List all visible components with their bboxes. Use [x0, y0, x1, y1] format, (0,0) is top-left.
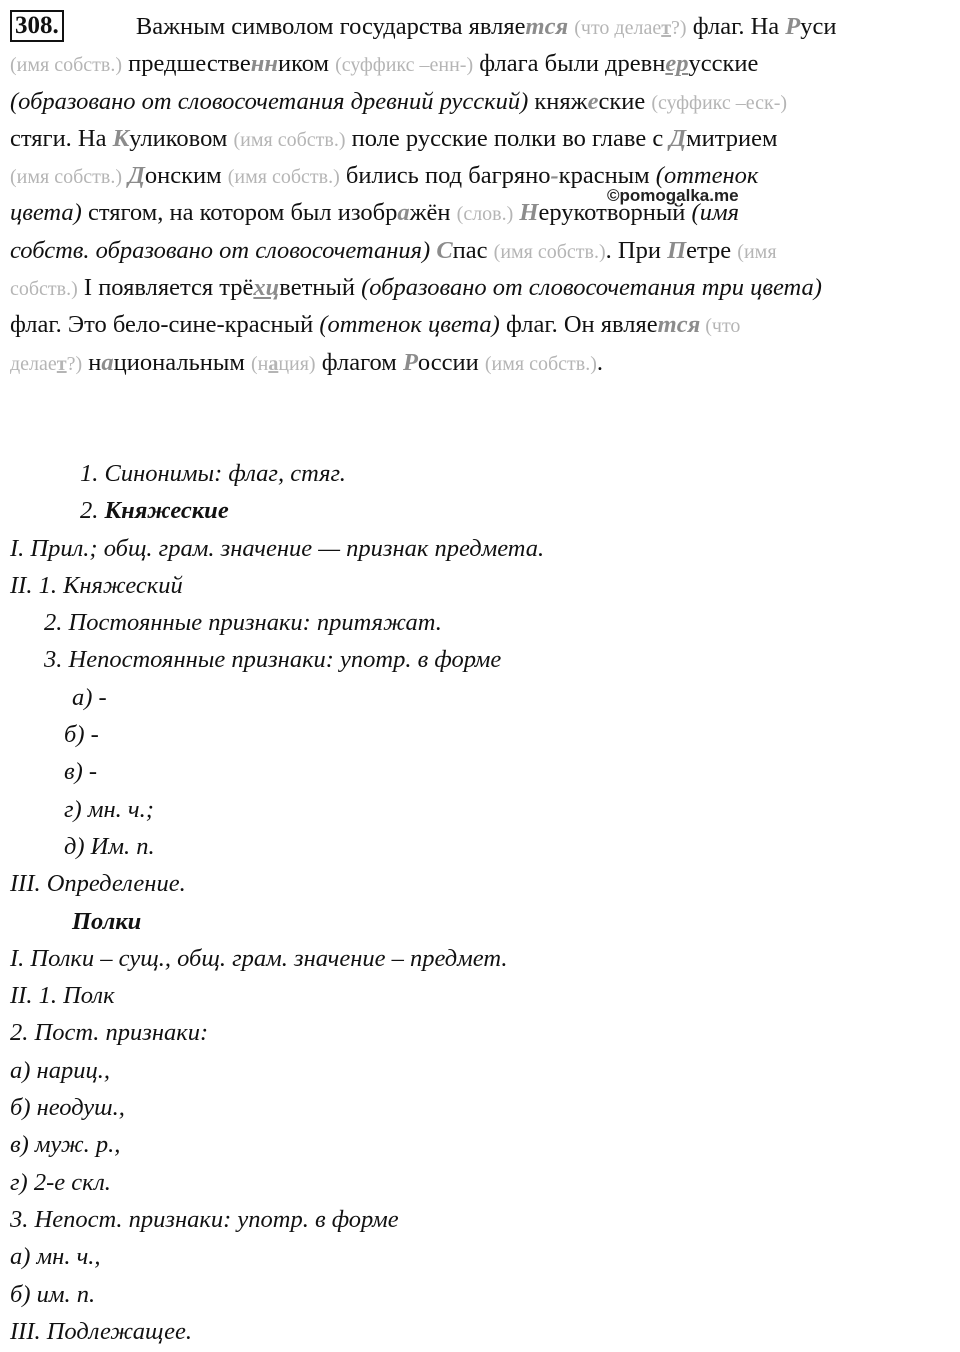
analysis-line: г) мн. ч.;	[64, 795, 154, 823]
analysis-heading-polki: Полки	[72, 907, 142, 935]
analysis-line: 3. Непостоянные признаки: употр. в форме	[44, 646, 502, 674]
synonyms-line: 1. Синонимы: флаг, стяг.	[80, 460, 346, 487]
analysis-line: III. Определение.	[10, 870, 186, 898]
analysis-line: 2. Пост. признаки:	[10, 1019, 209, 1047]
analysis-line: III. Подлежащее.	[10, 1317, 192, 1345]
analysis-line: а) мн. ч.,	[10, 1243, 101, 1271]
analysis-line: а) нариц.,	[10, 1056, 110, 1084]
text-line-5: (имя собств.) Донским (имя собств.) бились под багряно-красным (оттенок	[10, 162, 759, 190]
analysis-line: 2. Постоянные признаки: притяжат.	[44, 609, 442, 637]
text-line-7: собств. образовано от словосочетания) Спас (имя собств.). При Петре (имя	[10, 236, 777, 264]
analysis-line: в) -	[64, 758, 98, 786]
analysis-line: д) Им. п.	[64, 832, 155, 860]
analysis-heading-knyazheskie: 2. Княжеские	[80, 497, 229, 525]
text-line-10: делает?) национальным (нация) флагом России (имя собств.).	[10, 348, 603, 376]
exercise-number: 308.	[10, 10, 64, 42]
text-line-8: собств.) I появляется трёхцветный (образовано от словосочетания три цвета)	[10, 274, 822, 302]
analysis-line: II. 1. Полк	[10, 982, 115, 1010]
word-analysis	[10, 455, 950, 1350]
analysis-line: б) неодуш.,	[10, 1094, 125, 1122]
analysis-line: б) им. п.	[10, 1280, 96, 1308]
watermark: ©pomogalka.me	[607, 186, 739, 205]
text-line-1: 308. Важным символом государства является (что делает?) флаг. На Руси	[10, 8, 950, 45]
analysis-line: б) -	[64, 721, 99, 749]
text-line-9: флаг. Это бело-сине-красный (оттенок цвета) флаг. Он является (что	[10, 311, 741, 339]
exercise-text	[10, 8, 950, 381]
analysis-line: II. 1. Княжеский	[10, 571, 183, 599]
text-line-4: стяги. На Куликовом (имя собств.) поле русские полки во главе с Дмитрием	[10, 124, 778, 152]
analysis-line: I. Полки – сущ., общ. грам. значение – предмет.	[10, 944, 508, 972]
text-line-3: (образовано от словосочетания древний русский) княжеские (суффикс –еск-)	[10, 87, 788, 115]
analysis-line: г) 2-е скл.	[10, 1168, 111, 1196]
analysis-line: I. Прил.; общ. грам. значение — признак предмета.	[10, 534, 545, 562]
analysis-line: а) -	[72, 683, 107, 711]
text-line-6: цвета) стягом, на котором был изображён (слов.) Нерукотворный (имя	[10, 199, 739, 227]
analysis-line: 3. Непост. признаки: употр. в форме	[10, 1205, 399, 1233]
analysis-line: в) муж. р.,	[10, 1131, 121, 1159]
text-line-2: (имя собств.) предшественником (суффикс –енн-) флага были древнерусские	[10, 50, 759, 78]
